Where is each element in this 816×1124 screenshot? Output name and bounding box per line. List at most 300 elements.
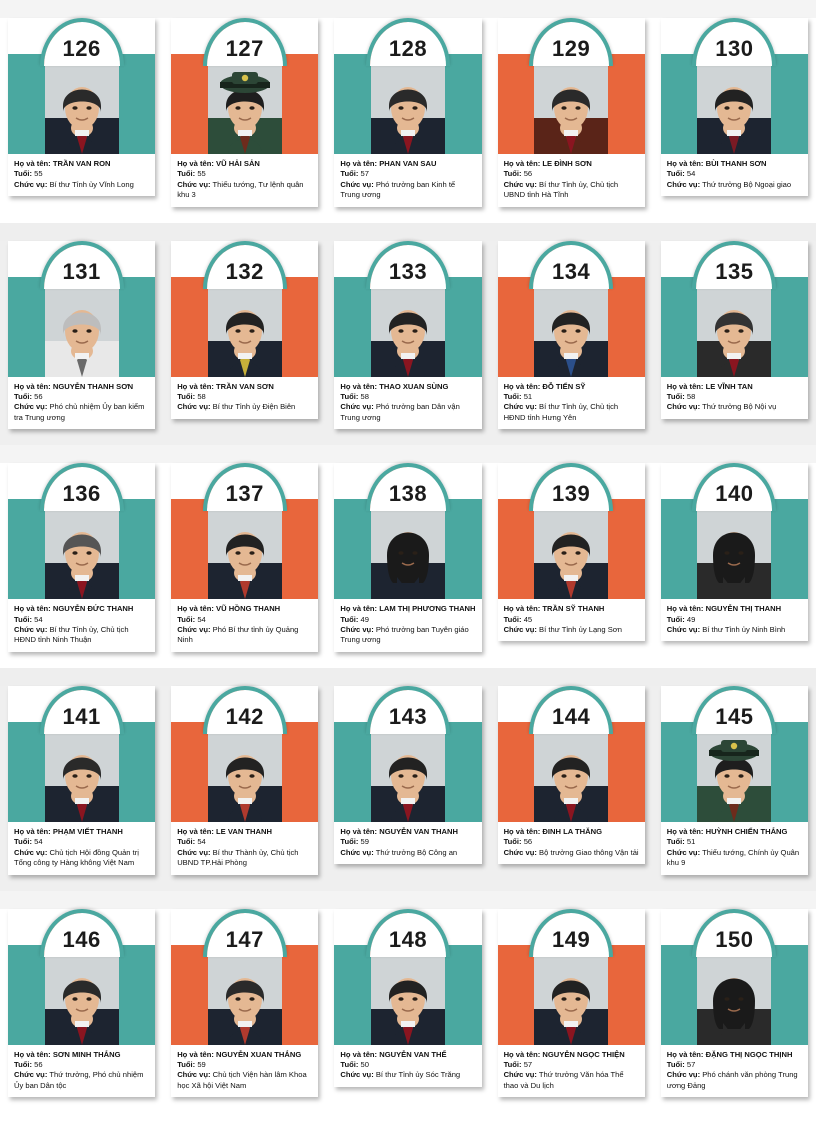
name-line xyxy=(504,1050,639,1060)
badge-arc-icon xyxy=(692,18,776,66)
card-inner xyxy=(171,241,318,419)
name-label: Họ và tên: xyxy=(503,159,541,168)
portrait-photo xyxy=(534,281,608,377)
person-position: Phó trưởng ban Dân vận Trung ương xyxy=(340,402,460,422)
person-info xyxy=(334,599,481,648)
age-label: Tuổi: xyxy=(177,1059,196,1069)
card-inner xyxy=(498,241,645,430)
name-line xyxy=(667,382,802,392)
position-label: Chức vụ: xyxy=(503,402,537,412)
age-line xyxy=(14,169,149,179)
age-label: Tuổi: xyxy=(177,392,196,402)
badge-arc-icon xyxy=(203,18,287,66)
person-age: 57 xyxy=(523,1059,533,1069)
age-label: Tuổi: xyxy=(340,169,359,179)
name-line xyxy=(177,1050,312,1060)
photo-area xyxy=(171,54,318,154)
person-card xyxy=(653,909,816,1104)
person-card xyxy=(0,463,163,658)
person-age: 55 xyxy=(197,169,206,179)
photo-area xyxy=(498,945,645,1045)
rank-number: 142 xyxy=(225,703,264,729)
photo-area xyxy=(334,499,481,599)
rank-number: 148 xyxy=(388,926,428,952)
card-row xyxy=(0,18,816,223)
person-info xyxy=(171,599,318,648)
position-label: Chức vụ: xyxy=(503,847,537,857)
person-age: 58 xyxy=(197,392,206,402)
name-line xyxy=(177,382,312,392)
name-label: Họ và tên: xyxy=(177,159,214,168)
badge-arc-icon xyxy=(529,463,613,511)
position-label: Chức vụ: xyxy=(177,625,211,635)
position-label: Chức vụ: xyxy=(14,847,48,857)
name-line xyxy=(14,604,149,614)
age-label: Tuổi: xyxy=(14,169,32,179)
person-name: NGUYỄN ĐỨC THANH xyxy=(52,604,134,614)
name-line xyxy=(667,159,802,169)
card-inner xyxy=(661,241,808,419)
name-line xyxy=(340,827,475,837)
card-inner xyxy=(171,909,318,1098)
age-line xyxy=(14,392,149,402)
person-info xyxy=(498,154,645,203)
badge-arc-icon xyxy=(529,18,613,66)
person-position: Bộ trưởng Giao thông Vận tải xyxy=(539,847,639,857)
card-inner xyxy=(334,463,481,652)
portrait-photo xyxy=(534,503,608,599)
position-line xyxy=(14,180,149,190)
portrait-photo xyxy=(45,281,119,377)
card-row xyxy=(0,241,816,446)
rank-badge xyxy=(171,241,318,284)
name-label: Họ và tên: xyxy=(503,381,541,391)
row-separator xyxy=(0,891,816,909)
person-position: Phó chủ nhiệm Ủy ban kiểm tra Trung ương xyxy=(14,402,145,422)
card-inner xyxy=(661,18,808,196)
name-label: Họ và tên: xyxy=(340,381,378,391)
card-inner xyxy=(334,241,481,430)
person-position: Thứ trưởng Bộ Công an xyxy=(375,847,458,857)
name-line xyxy=(667,1050,802,1060)
photo-area xyxy=(8,722,155,822)
name-label: Họ và tên: xyxy=(14,826,51,836)
rank-number: 128 xyxy=(388,36,428,61)
position-label: Chức vụ: xyxy=(14,179,48,189)
position-line xyxy=(504,402,639,423)
age-line xyxy=(340,615,475,625)
name-line xyxy=(504,159,639,169)
person-name: SƠN MINH THẮNG xyxy=(52,1049,121,1059)
person-info xyxy=(334,822,481,860)
person-card xyxy=(490,686,653,881)
position-label: Chức vụ: xyxy=(340,402,374,412)
person-info xyxy=(661,599,808,637)
badge-arc-icon xyxy=(203,686,287,734)
card-inner xyxy=(498,686,645,864)
name-label: Họ và tên: xyxy=(666,159,704,168)
person-card xyxy=(326,909,489,1104)
age-line xyxy=(340,837,475,847)
person-info xyxy=(8,822,155,871)
position-line xyxy=(667,180,802,190)
age-label: Tuổi: xyxy=(503,392,522,402)
person-info xyxy=(8,599,155,648)
age-label: Tuổi: xyxy=(14,392,32,402)
name-line xyxy=(504,382,639,392)
person-card xyxy=(326,241,489,436)
rank-badge xyxy=(171,463,318,507)
person-card xyxy=(0,241,163,436)
photo-area xyxy=(8,277,155,377)
card-inner xyxy=(661,909,808,1098)
position-label: Chức vụ: xyxy=(666,625,701,635)
age-label: Tuổi: xyxy=(340,837,359,847)
badge-arc-icon xyxy=(40,463,124,511)
portrait-photo xyxy=(534,726,608,822)
badge-arc-icon xyxy=(366,241,450,289)
person-position: Bí thư Tỉnh ủy, Chủ tịch HĐND tỉnh Ninh Thuận xyxy=(14,625,129,645)
name-line xyxy=(340,159,475,169)
name-line xyxy=(667,827,802,837)
portrait-photo xyxy=(697,949,771,1045)
person-card xyxy=(0,686,163,881)
card-inner xyxy=(334,686,481,864)
badge-arc-icon xyxy=(529,241,613,289)
rank-badge xyxy=(498,18,645,61)
photo-area xyxy=(661,277,808,377)
position-line xyxy=(667,402,802,412)
badge-arc-icon xyxy=(366,686,450,734)
person-name: NGUYỄN NGỌC THIỆN xyxy=(542,1049,625,1059)
position-label: Chức vụ: xyxy=(340,179,374,189)
portrait-photo xyxy=(697,281,771,377)
name-line xyxy=(177,827,312,837)
portrait-photo xyxy=(371,281,445,377)
badge-arc-icon xyxy=(692,686,776,734)
person-position: Bí thư Tỉnh ủy Ninh Bình xyxy=(702,625,786,635)
person-info xyxy=(498,822,645,860)
age-label: Tuổi: xyxy=(340,1059,359,1069)
rank-number: 147 xyxy=(225,926,264,952)
rank-number: 143 xyxy=(388,703,428,729)
person-position: Thứ trưởng, Phó chủ nhiệm Ủy ban Dân tộc xyxy=(14,1070,144,1090)
photo-area xyxy=(661,54,808,154)
person-age: 57 xyxy=(360,169,369,179)
person-age: 51 xyxy=(686,837,696,847)
rank-number: 131 xyxy=(62,258,101,284)
age-label: Tuổi: xyxy=(14,1059,32,1069)
person-position: Thứ trưởng Bộ Ngoại giao xyxy=(702,179,792,189)
person-position: Phó trưởng ban Tuyên giáo Trung ương xyxy=(340,625,469,645)
rank-badge xyxy=(334,18,481,61)
badge-arc-icon xyxy=(529,909,613,957)
person-age: 54 xyxy=(34,614,43,624)
position-line xyxy=(14,625,149,646)
badge-arc-icon xyxy=(40,686,124,734)
age-label: Tuổi: xyxy=(177,169,196,179)
person-name: NGUYỄN THANH SƠN xyxy=(52,381,134,391)
position-label: Chức vụ: xyxy=(177,402,211,412)
rank-number: 149 xyxy=(552,926,591,952)
position-line xyxy=(340,402,475,423)
row-separator xyxy=(0,668,816,686)
name-line xyxy=(14,159,149,169)
position-line xyxy=(340,1070,475,1080)
position-line xyxy=(177,625,312,646)
portrait-photo xyxy=(208,726,282,822)
card-inner xyxy=(171,18,318,207)
person-card xyxy=(163,463,326,658)
age-line xyxy=(340,1060,475,1070)
position-line xyxy=(14,402,149,423)
badge-arc-icon xyxy=(529,686,613,734)
person-age: 51 xyxy=(523,392,533,402)
position-line xyxy=(504,180,639,201)
person-name: LE VAN THANH xyxy=(216,826,272,836)
person-age: 54 xyxy=(197,837,206,847)
age-label: Tuổi: xyxy=(666,837,685,847)
photo-area xyxy=(334,945,481,1045)
badge-arc-icon xyxy=(203,241,287,289)
card-inner xyxy=(334,909,481,1087)
rank-badge xyxy=(8,18,155,61)
rank-badge xyxy=(334,241,481,284)
name-line xyxy=(14,1050,149,1060)
person-card xyxy=(163,18,326,213)
card-row xyxy=(0,463,816,668)
badge-arc-icon xyxy=(40,241,124,289)
person-name: ĐẶNG THỊ NGỌC THỊNH xyxy=(705,1049,793,1059)
portrait-photo xyxy=(45,726,119,822)
photo-area xyxy=(8,499,155,599)
card-row xyxy=(0,686,816,891)
person-position: Phó trưởng ban Kinh tế Trung ương xyxy=(340,179,456,200)
person-info xyxy=(8,154,155,192)
badge-arc-icon xyxy=(366,463,450,511)
age-line xyxy=(667,169,802,179)
person-info xyxy=(661,822,808,871)
name-label: Họ và tên: xyxy=(340,604,378,614)
card-inner xyxy=(171,686,318,875)
badge-arc-icon xyxy=(366,909,450,957)
age-label: Tuổi: xyxy=(666,1059,685,1069)
rank-badge xyxy=(498,241,645,284)
person-info xyxy=(8,1045,155,1094)
person-name: ĐINH LA THĂNG xyxy=(542,826,603,836)
badge-arc-icon xyxy=(40,18,124,66)
portrait-photo xyxy=(697,726,771,822)
person-name: NGUYỄN VAN THỂ xyxy=(379,1049,447,1059)
person-info xyxy=(498,377,645,426)
person-name: TRẦN VAN RON xyxy=(52,159,111,168)
badge-arc-icon xyxy=(40,909,124,957)
portrait-photo xyxy=(45,58,119,154)
rank-number: 138 xyxy=(388,481,428,507)
rank-badge xyxy=(498,686,645,729)
name-label: Họ và tên: xyxy=(177,1049,214,1059)
rank-number: 146 xyxy=(62,926,101,952)
person-info xyxy=(171,154,318,203)
person-position: Thứ trưởng Bộ Nội vụ xyxy=(702,402,777,412)
person-name: LE VĨNH TAN xyxy=(705,381,753,391)
person-age: 58 xyxy=(686,392,696,402)
card-inner xyxy=(498,18,645,207)
position-label: Chức vụ: xyxy=(666,847,701,857)
photo-area xyxy=(8,54,155,154)
photo-area xyxy=(498,722,645,822)
name-label: Họ và tên: xyxy=(666,826,704,836)
name-label: Họ và tên: xyxy=(340,1049,378,1059)
card-inner xyxy=(334,18,481,207)
person-position: Phó chánh văn phòng Trung ương Đảng xyxy=(666,1070,798,1090)
photo-area xyxy=(171,499,318,599)
age-line xyxy=(14,837,149,847)
person-card xyxy=(163,686,326,881)
card-inner xyxy=(8,18,155,196)
card-inner xyxy=(498,909,645,1098)
person-age: 50 xyxy=(360,1059,369,1069)
age-label: Tuổi: xyxy=(177,837,196,847)
age-line xyxy=(340,169,475,179)
person-age: 58 xyxy=(360,392,369,402)
age-line xyxy=(504,615,639,625)
rank-badge xyxy=(498,463,645,507)
age-line xyxy=(667,1060,802,1070)
person-position: Bí thư Tỉnh ủy Vĩnh Long xyxy=(49,179,134,189)
age-line xyxy=(667,615,802,625)
age-line xyxy=(14,1060,149,1070)
photo-area xyxy=(498,499,645,599)
person-card xyxy=(653,18,816,213)
person-name: BÙI THANH SƠN xyxy=(705,159,767,168)
person-card xyxy=(326,463,489,658)
position-label: Chức vụ: xyxy=(340,1070,374,1080)
position-label: Chức vụ: xyxy=(177,847,211,857)
name-line xyxy=(14,382,149,392)
position-label: Chức vụ: xyxy=(177,1070,211,1080)
person-card xyxy=(163,241,326,436)
age-label: Tuổi: xyxy=(177,614,196,624)
person-info xyxy=(661,377,808,415)
card-inner xyxy=(8,909,155,1098)
age-label: Tuổi: xyxy=(14,837,32,847)
position-line xyxy=(667,1070,802,1091)
person-age: 56 xyxy=(34,392,43,402)
position-line xyxy=(177,1070,312,1091)
photo-area xyxy=(8,945,155,1045)
position-line xyxy=(340,848,475,858)
position-label: Chức vụ: xyxy=(177,179,211,189)
portrait-photo xyxy=(208,949,282,1045)
person-name: NGUYỄN THỊ THANH xyxy=(705,604,782,614)
age-label: Tuổi: xyxy=(503,837,522,847)
rank-number: 129 xyxy=(552,36,591,61)
person-age: 55 xyxy=(34,169,43,179)
photo-area xyxy=(498,277,645,377)
photo-area xyxy=(334,54,481,154)
position-line xyxy=(340,625,475,646)
person-name: TRẦN VAN SƠN xyxy=(216,381,274,391)
portrait-photo xyxy=(371,726,445,822)
person-name: TRẦN SỸ THANH xyxy=(542,604,605,614)
position-label: Chức vụ: xyxy=(666,1070,701,1080)
card-inner xyxy=(8,463,155,652)
name-line xyxy=(177,159,312,169)
position-line xyxy=(504,625,639,635)
person-age: 49 xyxy=(360,614,369,624)
person-info xyxy=(334,1045,481,1083)
person-info xyxy=(498,1045,645,1094)
person-card xyxy=(653,241,816,436)
age-line xyxy=(504,392,639,402)
rank-badge xyxy=(8,909,155,952)
age-label: Tuổi: xyxy=(14,614,32,624)
rank-number: 126 xyxy=(62,36,101,61)
name-label: Họ và tên: xyxy=(14,604,51,614)
person-card xyxy=(490,18,653,213)
age-line xyxy=(177,1060,312,1070)
age-label: Tuổi: xyxy=(666,169,685,179)
position-line xyxy=(504,848,639,858)
position-label: Chức vụ: xyxy=(340,625,374,635)
rank-badge xyxy=(661,686,808,729)
person-name: NGUYỄN VAN THANH xyxy=(379,826,458,836)
person-info xyxy=(171,1045,318,1094)
person-age: 54 xyxy=(197,614,206,624)
age-line xyxy=(177,392,312,402)
age-label: Tuổi: xyxy=(340,392,359,402)
badge-arc-icon xyxy=(692,909,776,957)
name-label: Họ và tên: xyxy=(503,604,541,614)
age-label: Tuổi: xyxy=(666,392,685,402)
rank-number: 140 xyxy=(715,481,754,507)
position-line xyxy=(177,180,312,201)
rank-number: 127 xyxy=(225,36,264,61)
rank-number: 134 xyxy=(552,258,591,284)
portrait-photo xyxy=(45,949,119,1045)
rank-number: 136 xyxy=(62,481,101,507)
portrait-photo xyxy=(697,58,771,154)
position-line xyxy=(177,402,312,412)
photo-area xyxy=(334,722,481,822)
badge-arc-icon xyxy=(203,463,287,511)
age-line xyxy=(177,615,312,625)
name-label: Họ và tên: xyxy=(177,826,214,836)
person-card xyxy=(0,909,163,1104)
person-position: Bí thư Tỉnh ủy Điện Biên xyxy=(212,402,296,412)
name-label: Họ và tên: xyxy=(14,1049,51,1059)
position-label: Chức vụ: xyxy=(666,179,701,189)
person-card xyxy=(490,463,653,658)
name-label: Họ và tên: xyxy=(340,826,378,836)
card-inner xyxy=(8,241,155,430)
person-info xyxy=(334,154,481,203)
rank-badge xyxy=(661,241,808,284)
person-info xyxy=(498,599,645,637)
badge-arc-icon xyxy=(692,241,776,289)
person-info xyxy=(8,377,155,426)
rank-number: 145 xyxy=(715,703,754,729)
person-age: 56 xyxy=(34,1059,43,1069)
card-inner xyxy=(498,463,645,641)
name-line xyxy=(177,604,312,614)
age-line xyxy=(340,392,475,402)
row-separator xyxy=(0,445,816,463)
position-line xyxy=(14,1070,149,1091)
rank-number: 132 xyxy=(225,258,264,284)
photo-area xyxy=(334,277,481,377)
